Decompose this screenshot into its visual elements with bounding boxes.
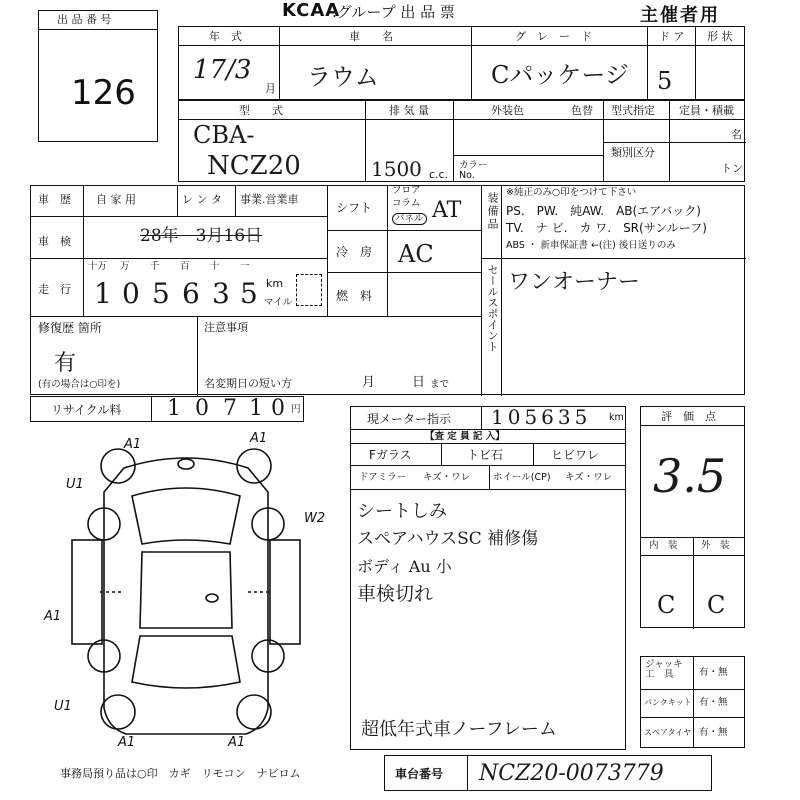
lot-number-box	[38, 10, 158, 142]
recycle-label: リサイクル料	[51, 403, 122, 417]
inspector-note: 車検切れ	[357, 583, 434, 605]
recycle-digit: 1	[249, 396, 263, 421]
tool-label-puncture-kit: パンクキット	[644, 698, 692, 707]
form-title: .グループ 出 品 票	[332, 3, 455, 21]
shift-option-panel: パネル	[392, 213, 427, 225]
capacity-ton-suffix: トン	[721, 162, 743, 175]
glass-stone-chip: トビ石	[467, 448, 504, 462]
rating-value: 3.5	[653, 449, 727, 503]
repair-value: 有	[54, 351, 77, 376]
glass-label: Fガラス	[369, 448, 412, 462]
recycle-digit: 0	[271, 396, 285, 421]
capacity-name-suffix: 名	[731, 128, 742, 141]
damage-diagram	[36, 428, 336, 758]
recycle-fee-box	[30, 396, 304, 422]
tool-value-spare-tire: 有・無	[699, 727, 728, 738]
deadline-day: 日	[412, 375, 426, 390]
history-label: 車 歴	[38, 193, 71, 206]
mileage-unit-100: 百	[180, 261, 190, 272]
grade-value: Cパッケージ	[491, 61, 629, 89]
caution-label: 注意事項	[204, 321, 248, 334]
model-label: 型 式	[239, 104, 283, 117]
inspector-box	[350, 406, 626, 750]
inspector-note: シートしみ	[357, 501, 447, 522]
fuel-label: 燃 料	[336, 289, 373, 303]
mileage-unit-10k: 万	[120, 261, 130, 272]
tools-box	[640, 656, 745, 748]
deadline-month: 月	[362, 375, 376, 390]
host-label: 主催者用	[640, 5, 720, 26]
recycle-digit: 7	[223, 396, 237, 421]
car-name-value: ラウム	[307, 63, 379, 91]
capacity-label: 定員・積載	[679, 104, 734, 117]
shift-label: シフト	[336, 201, 373, 215]
inspector-footer-note: 超低年式車ノーフレーム	[361, 719, 557, 740]
damage-mark-rear-right: A1	[228, 735, 246, 750]
mileage-digit: 5	[240, 277, 258, 310]
door-value: 5	[657, 67, 673, 95]
interior-value: C	[657, 591, 676, 619]
door-label: ド ア	[659, 30, 685, 43]
inspector-header: 【査 定 員 記 入】	[425, 431, 505, 442]
recycle-digit: 1	[167, 396, 181, 421]
inspection-value: 28年 3月16日	[140, 226, 263, 246]
sales-point-label: セールスポイント	[486, 264, 499, 352]
mileage-unit-1: 一	[240, 261, 250, 272]
damage-mark-left-rear: U1	[54, 699, 72, 714]
year-value: 17/3	[193, 55, 252, 85]
ac-value: AC	[398, 240, 434, 268]
damage-mark-front-left: A1	[124, 437, 142, 452]
mileage-grid	[86, 262, 260, 316]
equipment-line-3: ABS ・ 新車保証書 ←(注) 後日送りのみ	[506, 240, 676, 251]
car-rear-window	[132, 636, 240, 688]
tool-label-spare-tire: スペアタイヤ	[644, 728, 692, 737]
equipment-note: ※純正のみ○印をつけて下さい	[506, 187, 637, 198]
displacement-label: 排 気 量	[389, 104, 429, 117]
year-suffix: 月	[265, 82, 276, 95]
meter-km: km	[609, 412, 624, 423]
mileage-digit: 3	[212, 277, 230, 310]
meter-label: 現メーター指示	[367, 412, 452, 426]
displacement-value: 1500	[371, 157, 422, 181]
exterior-value: C	[707, 591, 726, 619]
car-roof	[140, 552, 232, 628]
history-option-rental: レ ン タ	[182, 193, 222, 206]
chassis-box	[384, 755, 712, 791]
chassis-label: 車台番号	[395, 767, 444, 781]
car-windshield	[132, 488, 240, 544]
repair-note: (有の場合は○印を)	[38, 379, 121, 390]
brand-logo: KCAA	[282, 0, 341, 21]
damage-mark-rear-left: A1	[118, 735, 136, 750]
equipment-line-2: TV. ナ ビ. カ ワ. SR(サンルーフ)	[506, 221, 707, 235]
recycle-digit: 0	[195, 396, 209, 421]
damage-mark-left-side: A1	[44, 609, 62, 624]
shift-option-floor: フロア	[392, 185, 421, 196]
car-body-outline	[104, 458, 268, 734]
mileage-unit-10: 十	[210, 261, 220, 272]
equipment-label: 装備品	[486, 192, 499, 231]
color-number-label: カラー No.	[459, 160, 488, 181]
deadline-until: まで	[430, 379, 450, 390]
color-change-label: 色替	[571, 104, 593, 117]
inspection-label: 車 検	[38, 235, 71, 248]
mileage-digit: 1	[94, 277, 112, 310]
office-note: 事務局預り品は○印 カギ リモコン ナビロム	[60, 767, 301, 780]
mileage-unit-100k: 十万	[88, 261, 108, 272]
vehicle-row-2	[178, 100, 745, 182]
damage-mark-front-right: A1	[250, 431, 268, 446]
mirror-label: ドアミラー	[359, 472, 407, 483]
mile-checkbox	[296, 274, 322, 306]
lot-label: 出 品 番 号	[57, 13, 112, 26]
class-label: 類別区分	[611, 146, 655, 159]
car-name-label: 車 名	[349, 30, 393, 43]
mileage-digit: 6	[182, 277, 200, 310]
model-value-prefix: CBA-	[193, 121, 255, 149]
mileage-digit: 5	[152, 277, 170, 310]
mirror-value: キズ・ワレ	[423, 472, 471, 483]
grade-label: グ レ ー ド	[515, 30, 592, 43]
tool-value-jack: 有・無	[699, 667, 728, 678]
rating-label: 評 価 点	[661, 410, 716, 423]
mileage-unit-1k: 千	[150, 261, 160, 272]
history-option-private: 自 家 用	[96, 193, 136, 206]
recycle-yen: 円	[291, 404, 301, 415]
rating-box	[640, 406, 745, 628]
shift-value: AT	[432, 198, 462, 223]
equipment-line-1: PS. PW. 純AW. AB(エアバック)	[506, 204, 701, 218]
mileage-label: 走 行	[38, 283, 71, 296]
deadline-label: 名変期日の短い方	[204, 377, 292, 390]
mileage-mile: マイル	[264, 297, 293, 308]
exterior-label: 外 装	[701, 540, 730, 551]
meter-value: 105635	[491, 405, 592, 429]
ac-label: 冷 房	[336, 245, 373, 259]
model-value: NCZ20	[207, 151, 301, 181]
shift-option-column: コラム	[392, 198, 421, 209]
displacement-unit: c.c.	[429, 168, 449, 181]
damage-mark-right-door: W2	[304, 511, 326, 526]
sales-point-value: ワンオーナー	[508, 270, 641, 295]
exterior-color-label: 外装色	[491, 104, 524, 117]
wheel-label: ホイール(CP)	[493, 472, 551, 483]
year-label: 年 式	[209, 30, 242, 43]
tool-value-puncture-kit: 有・無	[699, 697, 728, 708]
repair-label: 修復歴 箇所	[38, 321, 102, 335]
body-type-label: 形 状	[707, 30, 733, 43]
wheel-value: キズ・ワレ	[565, 472, 613, 483]
damage-mark-left-fender: U1	[66, 477, 84, 492]
history-option-commercial: 事業.営業車	[240, 193, 299, 206]
lot-number: 126	[71, 73, 136, 113]
type-designation-label: 型式指定	[611, 104, 655, 117]
mileage-km: km	[266, 277, 284, 290]
glass-crack: ヒビワレ	[551, 448, 600, 462]
inspector-note: スペアハウスSC 補修傷	[357, 529, 539, 549]
tool-label-jack: ジャッキ 工 具	[645, 659, 683, 681]
interior-label: 内 装	[649, 540, 678, 551]
vehicle-row-1	[178, 26, 745, 100]
mileage-digit: 0	[122, 277, 140, 310]
chassis-value: NCZ20-0073779	[479, 761, 664, 786]
inspector-note: ボディ Au 小	[357, 557, 452, 576]
